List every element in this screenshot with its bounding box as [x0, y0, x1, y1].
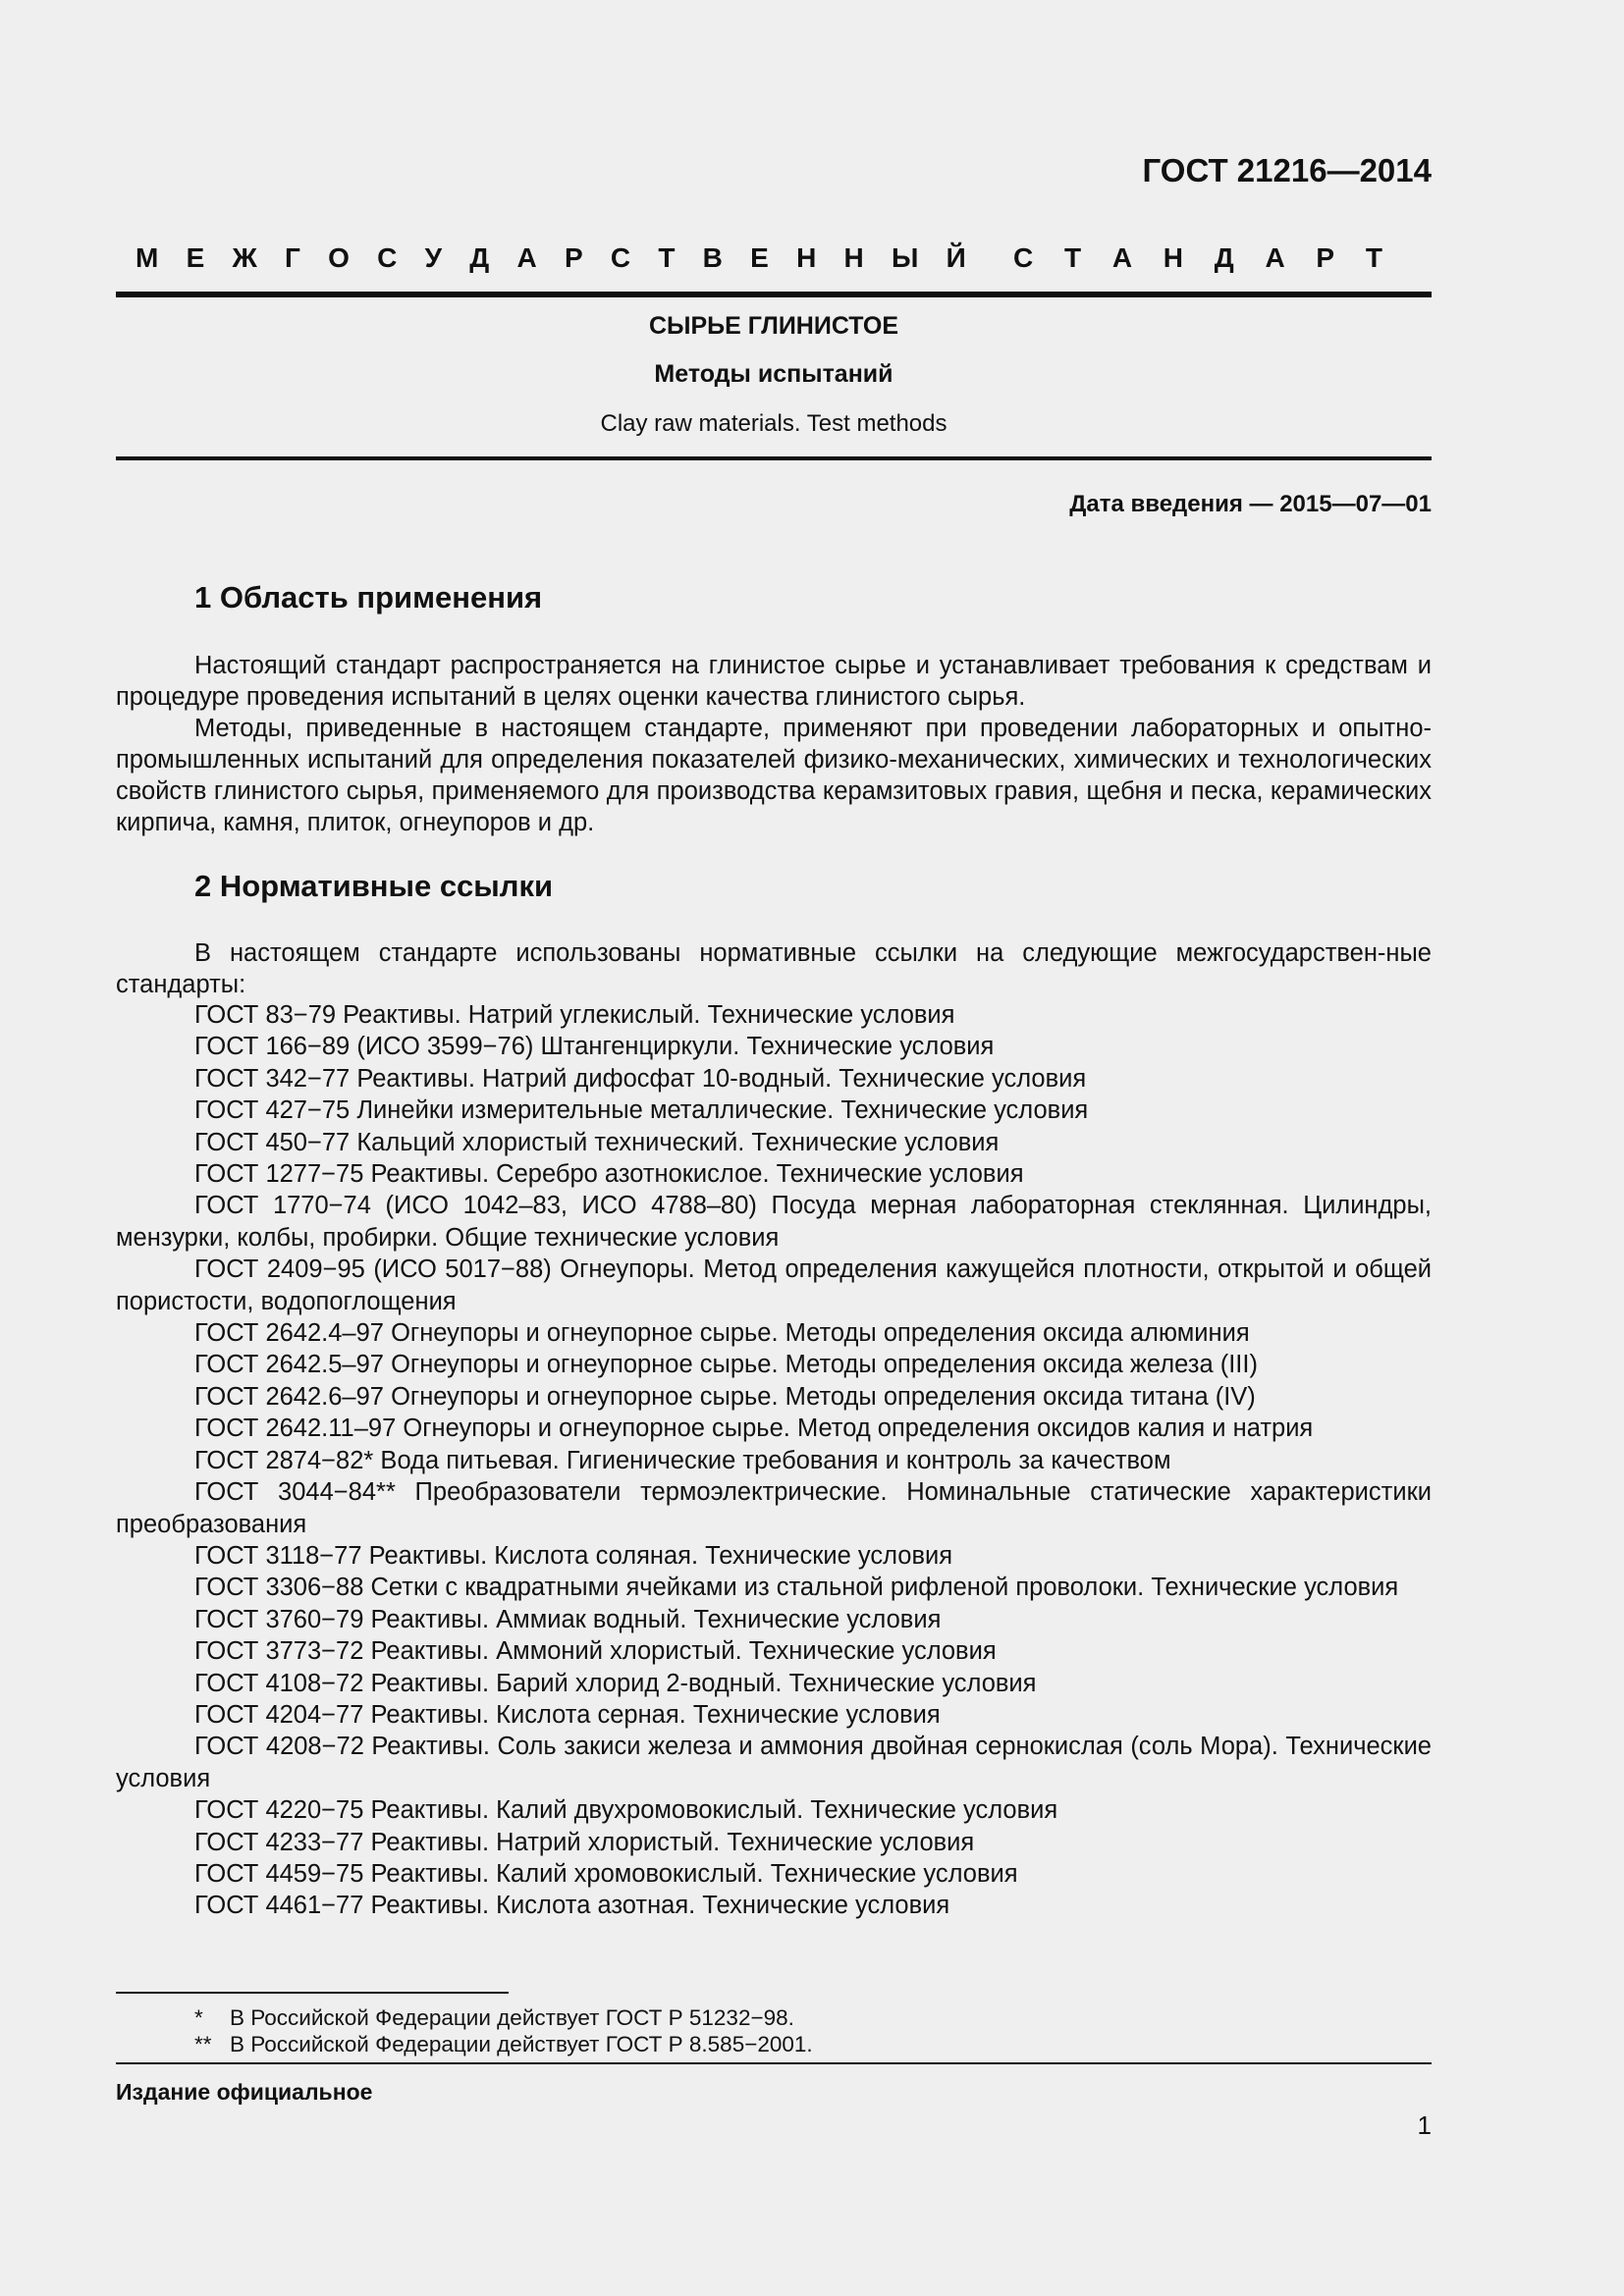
footer-rule — [116, 2062, 1432, 2064]
header-rule — [116, 292, 1432, 297]
footnote-text: В Российской Федерации действует ГОСТ Р 8.585−2001. — [230, 2032, 813, 2056]
reference-item: ГОСТ 450−77 Кальций хлористый технический. Технические условия — [194, 1128, 1000, 1156]
standard-type-word1: М Е Ж Г О С У Д А Р С Т В Е Н Н Ы Й — [135, 242, 966, 273]
reference-item: ГОСТ 2642.6–97 Огнеупоры и огнеупорное сырье. Методы определения оксида титана (IV) — [194, 1382, 1256, 1411]
standard-type-word2: С Т А Н Д А Р Т — [1013, 242, 1382, 273]
title-sub: Методы испытаний — [654, 360, 893, 388]
document-page — [116, 0, 1432, 2296]
paragraph: Настоящий стандарт распространяется на глинистое сырье и устанавливает требования к средствам и процедуре проведения испытаний в целях оценки качества глинистого сырья. — [116, 652, 1432, 711]
standard-type-heading — [135, 242, 1382, 274]
reference-item: ГОСТ 3044−84** Преобразователи термоэлектрические. Номинальные статические характеристики преобразования — [116, 1478, 1432, 1538]
paragraph: Методы, приведенные в настоящем стандарте, применяют при проведении лабораторных и опытно-промышленных испытаний для определения показателей физико-механических, химических и технологических свойств глинистого сырья, применяемого для производства керамзитовых гравия, щебня и песка, керамических кирпича, камня, плиток, огнеупоров и др. — [116, 715, 1432, 836]
reference-item: ГОСТ 83−79 Реактивы. Натрий углекислый. Технические условия — [194, 1001, 955, 1029]
reference-item: ГОСТ 4108−72 Реактивы. Барий хлорид 2-водный. Технические условия — [194, 1669, 1037, 1697]
reference-item: ГОСТ 4220−75 Реактивы. Калий двухромовокислый. Технические условия — [194, 1796, 1058, 1825]
reference-item: ГОСТ 2642.4–97 Огнеупоры и огнеупорное сырье. Методы определения оксида алюминия — [194, 1319, 1250, 1348]
title-main: СЫРЬЕ ГЛИНИСТОЕ — [648, 312, 899, 340]
reference-item: ГОСТ 3760−79 Реактивы. Аммиак водный. Технические условия — [194, 1605, 942, 1633]
reference-item: ГОСТ 1770−74 (ИСО 1042–83, ИСО 4788–80) Посуда мерная лабораторная стеклянная. Цилиндры, мензурки, колбы, пробирки. Общие технические условия — [116, 1192, 1432, 1252]
reference-item: ГОСТ 3306−88 Сетки с квадратными ячейками из стальной рифленой проволоки. Технические условия — [194, 1574, 1399, 1602]
reference-item: ГОСТ 3118−77 Реактивы. Кислота соляная. Технические условия — [194, 1541, 953, 1570]
paragraph: В настоящем стандарте использованы нормативные ссылки на следующие межгосударствен-ные стандарты: — [116, 939, 1432, 998]
reference-item: ГОСТ 1277−75 Реактивы. Серебро азотнокислое. Технические условия — [194, 1160, 1024, 1189]
footnote — [194, 2031, 813, 2057]
footnote-text: В Российской Федерации действует ГОСТ Р 51232−98. — [230, 2005, 794, 2030]
reference-item: ГОСТ 2409−95 (ИСО 5017−88) Огнеупоры. Метод определения кажущейся плотности, открытой и общей пористости, водопоглощения — [116, 1255, 1432, 1315]
footnote-mark: ** — [194, 2032, 212, 2056]
reference-item: ГОСТ 4204−77 Реактивы. Кислота серная. Технические условия — [194, 1700, 941, 1729]
section-heading: 1 Область применения — [194, 580, 543, 614]
reference-item: ГОСТ 3773−72 Реактивы. Аммоний хлористый. Технические условия — [194, 1637, 997, 1666]
reference-item: ГОСТ 4461−77 Реактивы. Кислота азотная. Технические условия — [194, 1892, 950, 1920]
section-heading: 2 Нормативные ссылки — [194, 869, 554, 903]
reference-item: ГОСТ 166−89 (ИСО 3599−76) Штангенциркули. Технические условия — [194, 1033, 995, 1061]
title-block — [116, 312, 1432, 438]
title-english: Clay raw materials. Test methods — [600, 410, 947, 437]
reference-item: ГОСТ 2642.11–97 Огнеупоры и огнеупорное сырье. Метод определения оксидов калия и натрия — [194, 1415, 1314, 1443]
footnote-mark: * — [194, 2005, 203, 2030]
reference-item: ГОСТ 4459−75 Реактивы. Калий хромовокислый. Технические условия — [194, 1859, 1018, 1888]
reference-item: ГОСТ 342−77 Реактивы. Натрий дифосфат 10-водный. Технические условия — [194, 1064, 1087, 1093]
page-number: 1 — [1417, 2110, 1432, 2140]
reference-item: ГОСТ 4233−77 Реактивы. Натрий хлористый. Технические условия — [194, 1828, 975, 1856]
introduction-date: Дата введения — 2015—07—01 — [1069, 491, 1432, 517]
reference-item: ГОСТ 427−75 Линейки измерительные металлические. Технические условия — [194, 1096, 1089, 1125]
official-edition-label: Издание официальное — [116, 2079, 373, 2105]
doc-number: ГОСТ 21216—2014 — [1142, 152, 1432, 188]
title-rule — [116, 456, 1432, 460]
reference-item: ГОСТ 4208−72 Реактивы. Соль закиси железа и аммония двойная сернокислая (соль Мора). Технические условия — [116, 1733, 1432, 1792]
footnotes — [194, 2004, 813, 2057]
reference-item: ГОСТ 2874−82* Вода питьевая. Гигиенические требования и контроль за качеством — [194, 1446, 1171, 1474]
footnote-separator — [116, 1992, 509, 1994]
reference-item: ГОСТ 2642.5–97 Огнеупоры и огнеупорное сырье. Методы определения оксида железа (III) — [194, 1351, 1258, 1379]
references-list — [116, 999, 1432, 1922]
footnote — [194, 2004, 813, 2031]
